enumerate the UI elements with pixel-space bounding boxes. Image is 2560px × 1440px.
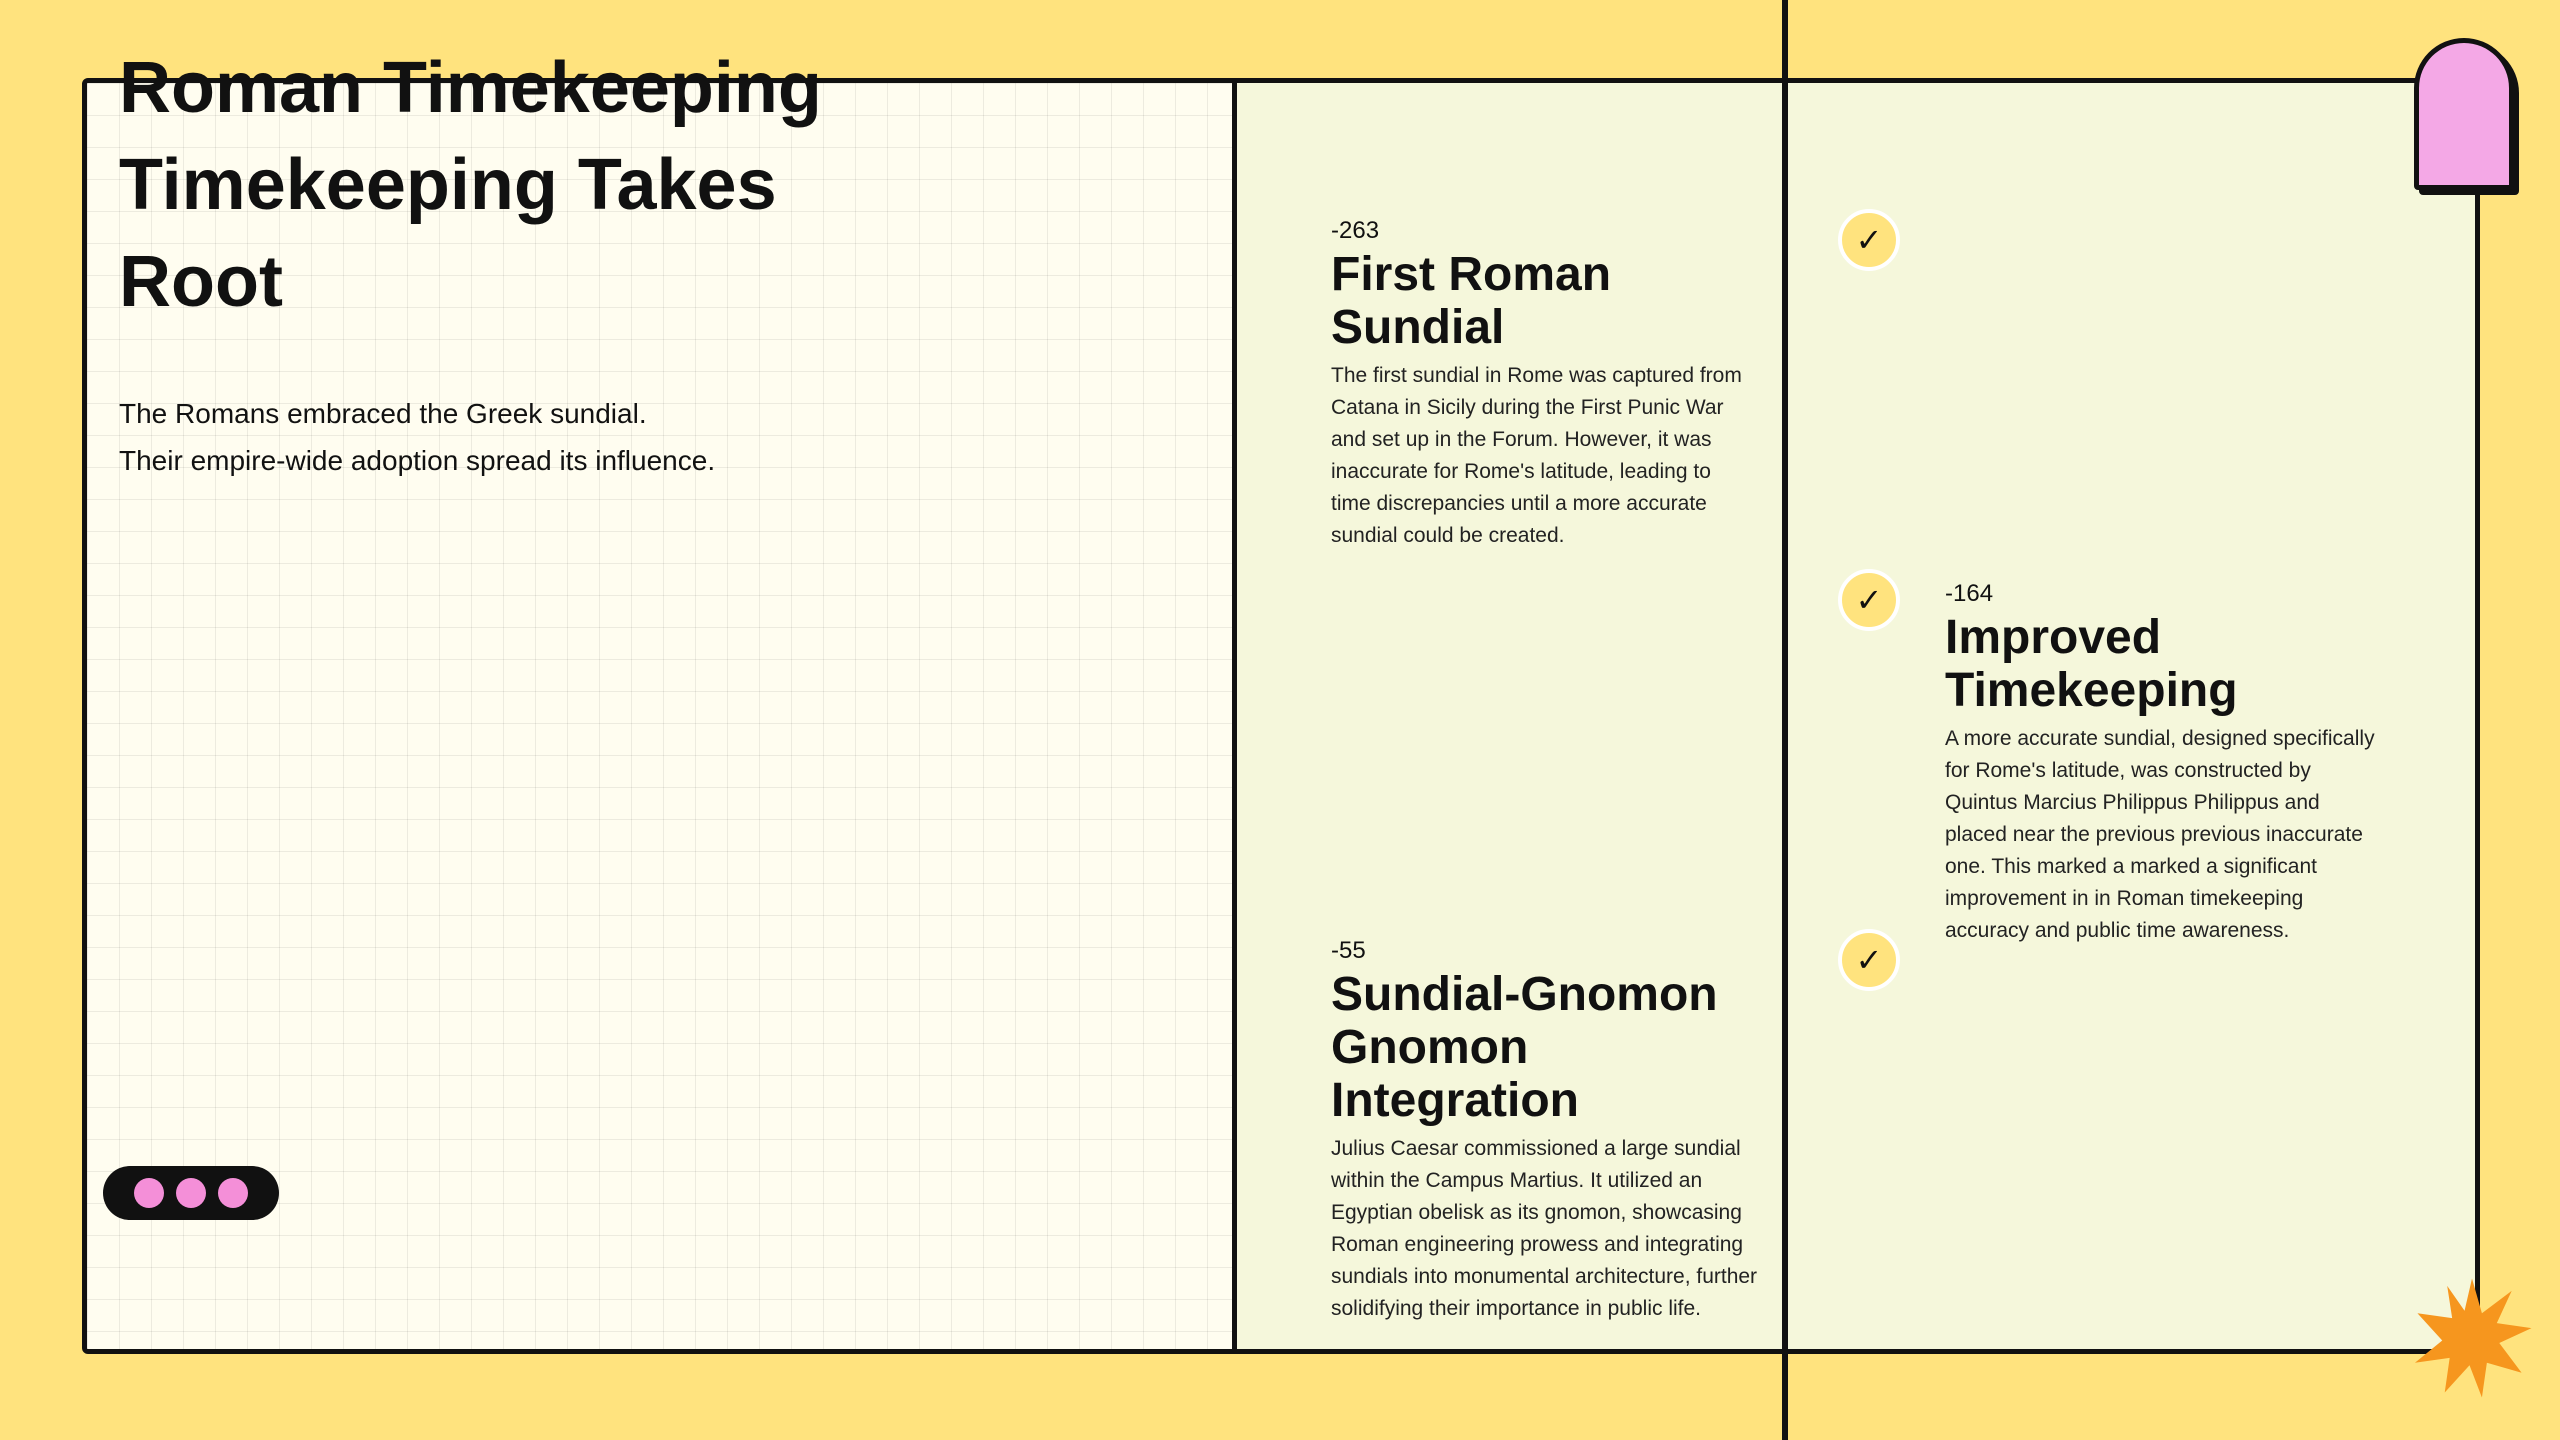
bookmark-tab-icon bbox=[2414, 38, 2514, 190]
event-description: A more accurate sundial, designed specifically for Rome's latitude, was constructed by Quintus Marcius Philippus Philippus and placed near the previous previous inaccurate one. This marked a marked a significant improvement in in Roman timekeeping accuracy and public time awareness. bbox=[1945, 727, 2375, 942]
check-circle-icon: ✓ bbox=[1838, 569, 1900, 631]
timeline-event bbox=[1945, 579, 2385, 947]
starburst-shape bbox=[2415, 1278, 2532, 1397]
three-dots-icon[interactable] bbox=[103, 1166, 279, 1220]
check-circle-icon: ✓ bbox=[1838, 929, 1900, 991]
dot-icon bbox=[176, 1178, 206, 1208]
event-description: The first sundial in Rome was captured from Catana in Sicily during the First Punic War and set up in the Forum. However, it was inaccurate for Rome's latitude, leading to time discrepancies until a more accurate sundial could be created. bbox=[1331, 364, 1742, 547]
check-circle-icon: ✓ bbox=[1838, 209, 1900, 271]
event-title: Improved Timekeeping bbox=[1945, 611, 2238, 717]
event-year: -164 bbox=[1945, 580, 1994, 607]
intro-line-2: Their empire-wide adoption spread its influence. bbox=[119, 445, 716, 476]
intro-line-1: The Romans embraced the Greek sundial. bbox=[119, 398, 647, 429]
starburst-icon bbox=[2410, 1276, 2534, 1400]
event-title: Sundial-Gnomon Gnomon Integration bbox=[1331, 968, 1718, 1127]
event-title: First Roman Sundial bbox=[1331, 248, 1612, 354]
dot-icon bbox=[134, 1178, 164, 1208]
event-year: -55 bbox=[1331, 937, 1366, 964]
event-description: Julius Caesar commissioned a large sundial within the Campus Martius. It utilized an Egyptian obelisk as its gnomon, showcasing Roman engineering prowess and integrating sundials into monumental architecture, further solidifying their importance in public life. bbox=[1331, 1137, 1758, 1320]
dot-icon bbox=[218, 1178, 248, 1208]
timeline-event bbox=[1331, 936, 1771, 1325]
timeline-line bbox=[1782, 0, 1788, 1440]
intro-text bbox=[119, 390, 715, 484]
slide-title: Roman Timekeeping Timekeeping Takes Root bbox=[119, 48, 822, 322]
event-year: -263 bbox=[1331, 217, 1380, 244]
timeline-event bbox=[1331, 216, 1751, 552]
